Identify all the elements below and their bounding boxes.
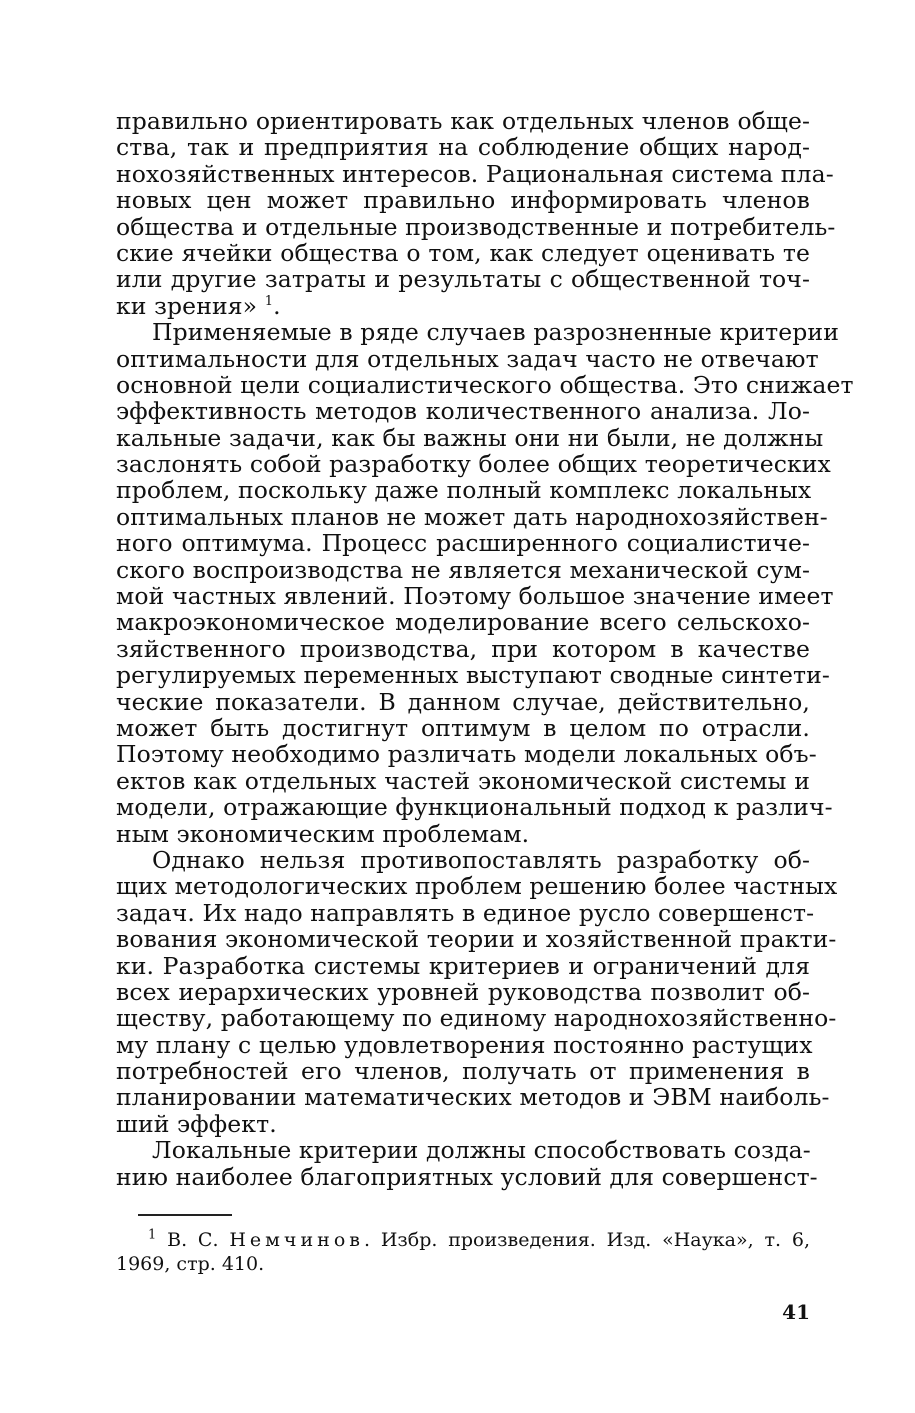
- text-line: щих методологических проблем решению более частных: [116, 872, 838, 901]
- text-line: модели, отражающие функциональный подход к различ-: [116, 793, 833, 822]
- text-line: зяйственного производства, при котором в качестве: [116, 634, 810, 663]
- text-line: потребностей его членов, получать от применения в: [116, 1057, 810, 1086]
- text-line: общества и отдельные производственные и потребитель-: [116, 212, 836, 241]
- text-line-with-footnote: ки зрения» $^1$.: [116, 291, 281, 320]
- text-line: всех иерархических уровней руководства позволит об-: [116, 977, 810, 1006]
- text-line: макроэкономическое моделирование всего сельскохо-: [116, 608, 810, 637]
- text-line: ского воспроизводства не является механической сум-: [116, 555, 810, 584]
- paragraph-start: Применяемые в ряде случаев разрозненные критерии: [152, 318, 839, 347]
- text-line-content: ки зрения»: [116, 291, 258, 320]
- paragraph-start: Локальные критерии должны способствовать созда-: [152, 1136, 811, 1165]
- text-line: му плану с целью удовлетворения постоянно растущих: [116, 1030, 813, 1059]
- text-line: ного оптимума. Процесс расширенного социалистиче-: [116, 529, 810, 558]
- text-line: может быть достигнут оптимум в целом по отрасли.: [116, 713, 810, 742]
- text-line: оптимальности для отдельных задач часто не отвечают: [116, 344, 819, 373]
- text-line: новых цен может правильно информировать членов: [116, 186, 810, 215]
- footnote: [116, 1228, 810, 1276]
- text-line: основной цели социалистического общества. Это снижает: [116, 370, 854, 399]
- page-number: 41: [782, 1300, 810, 1324]
- text-line: кальные задачи, как бы важны они ни были, не должны: [116, 423, 824, 452]
- footnote-divider: [138, 1214, 232, 1216]
- text-line: планировании математических методов и ЭВМ наиболь-: [116, 1083, 830, 1112]
- text-line: оптимальных планов не может дать народнохозяйствен-: [116, 502, 828, 531]
- text-line: ки. Разработка системы критериев и ограничений для: [116, 951, 810, 980]
- text-line: правильно ориентировать как отдельных членов обще-: [116, 107, 810, 135]
- text-line: ства, так и предприятия на соблюдение общих народ-: [116, 133, 810, 162]
- text-line: ектов как отдельных частей экономической системы и: [116, 766, 810, 795]
- footnote-initials: В. С.: [167, 1229, 219, 1251]
- text-line: задач. Их надо направлять в единое русло совершенст-: [116, 898, 815, 927]
- text-line: нию наиболее благоприятных условий для совершенст-: [116, 1162, 818, 1191]
- text-line: вования экономической теории и хозяйственной практи-: [116, 925, 837, 954]
- text-line: ские ячейки общества о том, как следует оценивать те: [116, 238, 810, 267]
- text-line: ным экономическим проблемам.: [116, 819, 530, 848]
- text-line: эффективность методов количественного анализа. Ло-: [116, 397, 810, 426]
- footnote-line: 1969, стр. 410.: [116, 1253, 265, 1275]
- paragraph-start: Однако нельзя противопоставлять разработку об-: [152, 845, 810, 874]
- footnote-reference: 1: [264, 293, 274, 309]
- text-line: Поэтому необходимо различать модели локальных объ-: [116, 740, 817, 769]
- text-line: ческие показатели. В данном случае, действительно,: [116, 687, 810, 716]
- text-line: ший эффект.: [116, 1109, 277, 1138]
- text-line: ществу, работающему по единому народнохозяйственно-: [116, 1004, 837, 1033]
- footnote-author: Немчинов: [229, 1229, 364, 1251]
- text-line: регулируемых переменных выступают сводные синтети-: [116, 661, 830, 690]
- text-line: заслонять собой разработку более общих теоретических: [116, 450, 831, 479]
- text-line: проблем, поскольку даже полный комплекс локальных: [116, 476, 812, 505]
- text-line: мой частных явлений. Поэтому большое значение имеет: [116, 582, 834, 611]
- text-line: или другие затраты и результаты с общественной точ-: [116, 265, 810, 294]
- footnote-source: . Избр. произведения. Изд. «Наука», т. 6,: [363, 1229, 810, 1251]
- text-line: нохозяйственных интересов. Рациональная система пла-: [116, 159, 834, 188]
- body-text: [116, 107, 854, 1191]
- footnote-marker: 1: [148, 1227, 157, 1243]
- footnote-line: [116, 1228, 810, 1252]
